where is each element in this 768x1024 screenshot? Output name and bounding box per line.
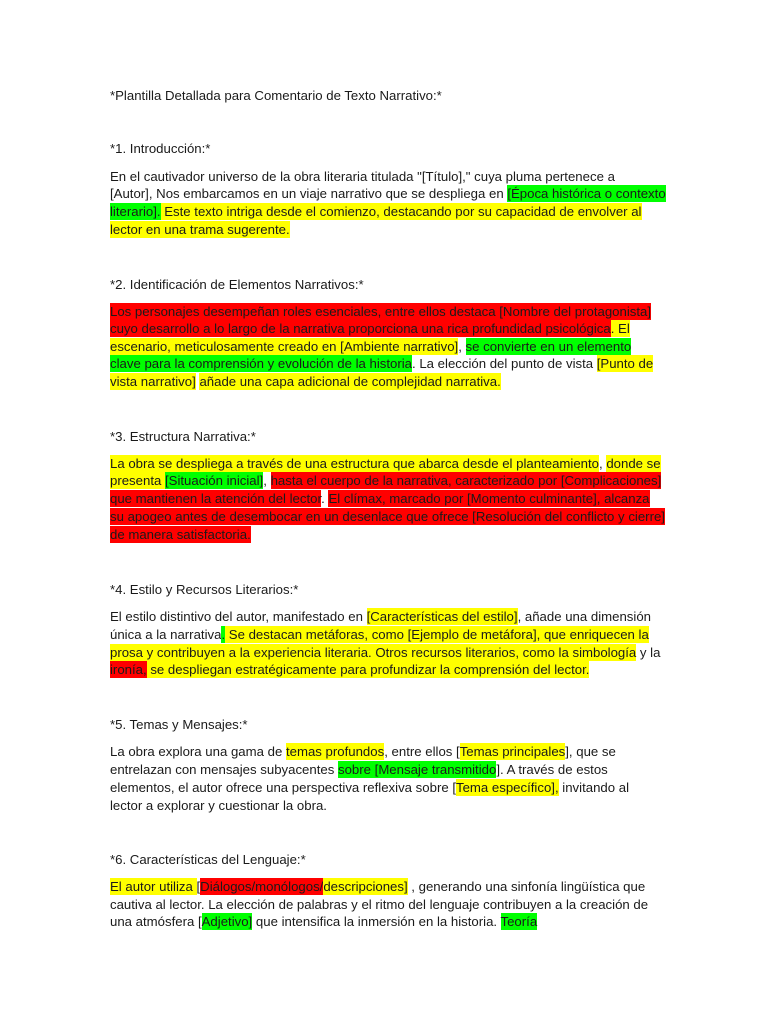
text-segment: . — [321, 491, 329, 506]
text-line — [110, 338, 631, 355]
text-segment: *2. Identificación de Elementos Narrativos:* — [110, 277, 364, 292]
highlighted-text: Adjetivo] — [201, 914, 253, 929]
text-line — [110, 779, 629, 796]
text-line — [110, 87, 442, 104]
text-line — [110, 508, 665, 525]
highlighted-text: [Punto de — [596, 356, 654, 371]
highlighted-text: . — [221, 627, 226, 642]
text-line — [110, 490, 650, 507]
text-segment: *5. Temas y Mensajes:* — [110, 717, 248, 732]
text-segment: que intensifica la inmersión en la historia. — [252, 914, 501, 929]
text-segment: ], que se — [565, 744, 616, 759]
text-segment: *1. Introducción:* — [110, 141, 211, 156]
text-segment: [Autor], Nos embarcamos en un viaje narrativo que se despliega en — [110, 186, 508, 201]
text-segment: invitando al — [558, 780, 630, 795]
highlighted-text: lector en una trama sugerente. — [110, 222, 290, 237]
text-line — [110, 373, 501, 390]
text-segment: entrelazan con mensajes subyacentes — [110, 762, 338, 777]
text-line — [110, 644, 660, 661]
highlighted-text: [Época histórica o contexto — [507, 186, 666, 201]
highlighted-text: escenario, meticulosamente creado en [Ambiente narrativo] — [110, 339, 459, 354]
highlighted-text: . El — [610, 321, 630, 336]
highlighted-text: vista narrativo] — [110, 374, 196, 389]
text-line — [110, 581, 298, 598]
highlighted-text: literario]. — [110, 204, 161, 219]
text-line — [110, 428, 256, 445]
highlighted-text: se convierte en un elemento — [465, 339, 632, 354]
text-line — [110, 526, 251, 543]
text-line — [110, 455, 661, 472]
highlighted-text: Se destacan metáforas, como [Ejemplo de metáfora], que enriquecen la — [225, 627, 649, 642]
text-line — [110, 797, 327, 814]
text-line — [110, 878, 645, 895]
text-line — [110, 896, 648, 913]
text-segment: , — [458, 339, 466, 354]
text-line — [110, 743, 616, 760]
highlighted-text: que mantienen la atención del lector — [110, 491, 322, 506]
highlighted-text: El clímax, marcado por [Momento culminante], alcanza — [328, 491, 650, 506]
text-segment: elementos, el autor ofrece una perspectiva reflexiva sobre [ — [110, 780, 456, 795]
text-segment: , — [599, 456, 607, 471]
text-line — [110, 276, 364, 293]
text-segment: , entre ellos [ — [384, 744, 460, 759]
highlighted-text: de manera satisfactoria. — [110, 527, 251, 542]
text-line — [110, 203, 642, 220]
text-line — [110, 303, 651, 320]
text-segment: una atmósfera [ — [110, 914, 202, 929]
highlighted-text: Diálogos/monólogos/ — [200, 879, 324, 894]
text-segment: única a la narrativa — [110, 627, 222, 642]
highlighted-text: su apogeo antes de desembocar en un desenlace que ofrece [Resolución del conflicto y cierre] — [110, 509, 665, 524]
highlighted-text: prosa y contribuyen a la experiencia literaria. Otros recursos literarios, como la simbología — [110, 645, 637, 660]
highlighted-text: clave para la comprensión y evolución de la historia — [110, 356, 413, 371]
highlighted-text: el comienzo, destacando por su capacidad de envolver al — [302, 204, 642, 219]
highlighted-text: descripciones] — [323, 879, 408, 894]
highlighted-text: hasta el cuerpo de la narrativa, caracterizado por [Complicaciones] — [270, 473, 662, 488]
text-segment: , añade una dimensión — [517, 609, 652, 624]
text-line — [110, 221, 290, 238]
text-segment: cautiva al lector. La elección de palabras y el ritmo del lenguaje contribuyen a la creación de — [110, 897, 649, 912]
highlighted-text: Este texto intriga desde — [160, 204, 303, 219]
text-segment: *Plantilla Detallada para Comentario de Texto Narrativo:* — [110, 88, 442, 103]
highlighted-text: Temas principales — [459, 744, 566, 759]
text-line — [110, 716, 248, 733]
highlighted-text: ironía, — [110, 662, 147, 677]
highlighted-text: temas profundos — [285, 744, 385, 759]
text-line — [110, 168, 615, 185]
highlighted-text: añade una capa adicional de complejidad narrativa. — [199, 374, 501, 389]
text-segment: , — [263, 473, 271, 488]
highlighted-text: Los personajes desempeñan roles esenciales, entre ellos destaca [Nombre del protagonista] — [110, 304, 652, 319]
text-line — [110, 626, 649, 643]
highlighted-text: La obra se despliega a través de una estructura que abarca desde el planteamiento — [110, 456, 599, 471]
highlighted-text: Teoría — [500, 914, 538, 929]
text-segment: El estilo distintivo del autor, manifestado en — [110, 609, 367, 624]
text-line — [110, 661, 589, 678]
highlighted-text: presenta — [110, 473, 165, 488]
text-segment: ]. A través de estos — [496, 762, 608, 777]
text-line — [110, 140, 210, 157]
text-segment: *4. Estilo y Recursos Literarios:* — [110, 582, 299, 597]
text-line — [110, 185, 666, 202]
text-line — [110, 472, 661, 489]
text-segment: *6. Características del Lenguaje:* — [110, 852, 306, 867]
highlighted-text: [Características del estilo] — [366, 609, 518, 624]
text-segment: *3. Estructura Narrativa:* — [110, 429, 256, 444]
text-line — [110, 913, 537, 930]
highlighted-text: cuyo desarrollo a lo largo de la narrativa proporciona una rica profundidad psicológica — [110, 321, 611, 336]
highlighted-text: [Situación inicial] — [165, 473, 264, 488]
text-segment: En el cautivador universo de la obra literaria titulada "[Título]," cuya pluma pertenece a — [110, 169, 615, 184]
text-segment: . La elección del punto de vista — [412, 356, 597, 371]
text-line — [110, 608, 651, 625]
highlighted-text: Tema específico], — [456, 780, 559, 795]
text-segment: [ — [196, 879, 201, 894]
text-segment: , generando una sinfonía lingüística que — [407, 879, 646, 894]
highlighted-text: sobre [Mensaje transmitido — [338, 762, 497, 777]
text-segment: La obra explora una gama de — [110, 744, 286, 759]
text-segment: lector a explorar y cuestionar la obra. — [110, 798, 327, 813]
text-line — [110, 320, 630, 337]
highlighted-text: se despliegan estratégicamente para profundizar la comprensión del lector. — [146, 662, 590, 677]
text-segment: y la — [636, 645, 661, 660]
highlighted-text: El autor utiliza — [110, 879, 197, 894]
text-line — [110, 355, 653, 372]
text-line — [110, 851, 306, 868]
text-line — [110, 761, 608, 778]
highlighted-text: donde se — [606, 456, 661, 471]
